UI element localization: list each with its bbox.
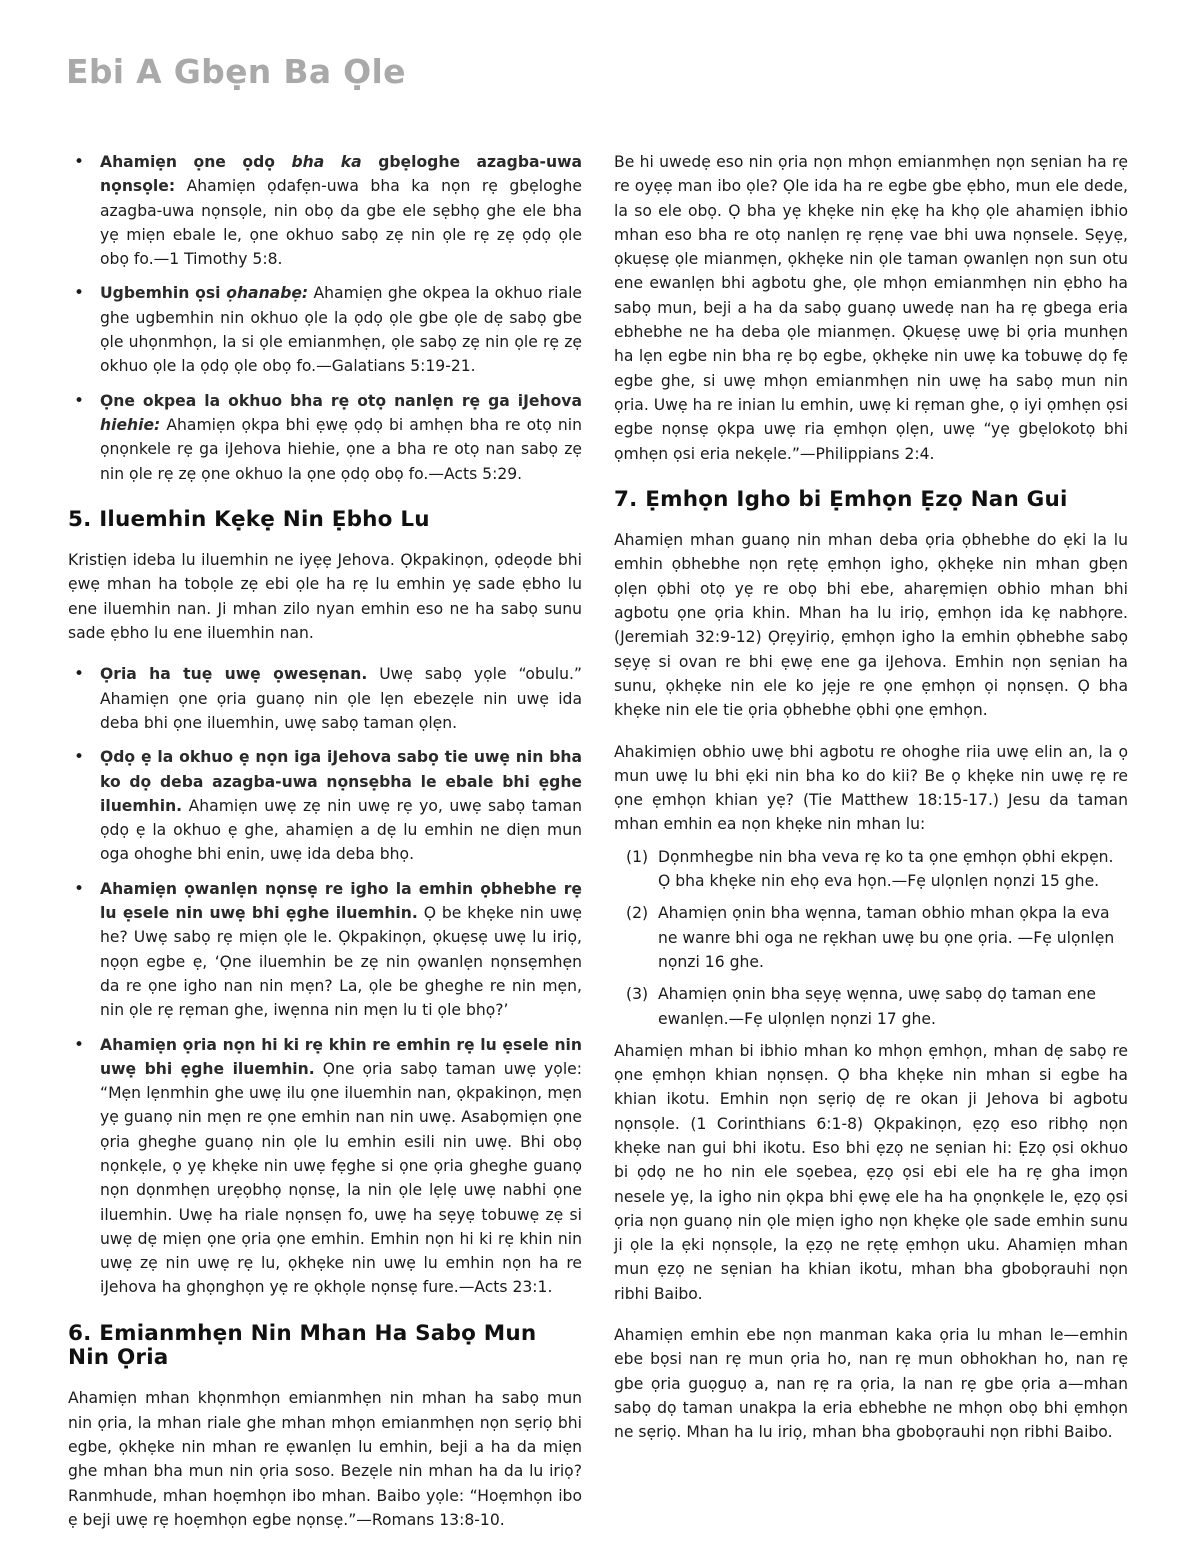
bullet-lead: Ọne okpea la okhuo bha rẹ otọ nanlẹn rẹ ga iJehova hiehie: (100, 391, 582, 434)
bullet-item (100, 1033, 582, 1300)
page-header: Ebi A Gbẹn Ba Ọle (66, 52, 406, 91)
bullet-item (100, 662, 582, 735)
step-number: (3) (626, 985, 649, 1004)
bullet-lead: Ahamiẹn ọria nọn hi ki rẹ khin re emhin rẹ lu ẹsele nin uwẹ bhi ẹghe iluemhin. (100, 1035, 582, 1078)
step-item (626, 845, 1128, 894)
bullet-text: Ọ be khẹke nin uwẹ he? Uwẹ sabọ rẹ miẹn ọle le. Ọkpakinọn, ọkuẹsẹ uwẹ lu iriọ, nọọn egbe ẹ, ‘Ọne iluemhin be zẹ nin ọwanlẹn nọnsẹmhẹn da re ọne igho nan nin mẹn? La, ọle be gheghe re nin mẹn, nin ọle rẹ rẹman ghe, iwẹnna nin mẹn lu ti ọle bhọ?’ (100, 904, 582, 1020)
right-column (614, 150, 1128, 1462)
bullet-text: Ahamiẹn ọkpa bhi ẹwẹ ọdọ bi amhẹn bha re otọ nin ọnọnkele rẹ ga iJehova hiehie, ọne a bha re otọ nan sabọ zẹ nin ọle rẹ zẹ ọne okhuo la ọne ọdọ obọ fo.—Acts 5:29. (100, 415, 582, 483)
bullet-item (100, 877, 582, 1023)
bullet-item (100, 281, 582, 378)
bullet-text: Uwẹ sabọ yọle “obulu.” Ahamiẹn ọne ọria guanọ nin ọle lẹn ebezẹle nin uwẹ ida deba bhi ọne iluemhin, uwẹ sabọ taman ọlẹn. (100, 665, 582, 732)
bullet-item (100, 389, 582, 486)
bullet-lead: Ahamiẹn ọwanlẹn nọnsẹ re igho la emhin ọbhebhe rẹ lu ẹsele nin uwẹ bhi ẹghe iluemhin. (100, 879, 582, 923)
bullet-item (100, 150, 582, 271)
step-number: (1) (626, 847, 649, 866)
section-5-paragraph: Kristiẹn ideba lu iluemhin ne iyẹẹ Jehova. Ọkpakinọn, ọdeọde bhi ẹwẹ mhan ha tobọle zẹ ebi ọle ha rẹ lu emhin yẹ sade ẹbho lu ene iluemhin nan. Ji mhan zilo nyan emhin eso ne ha sabọ sunu sade ẹbho lu ene iluemhin nan. (68, 551, 582, 643)
section-6-paragraph: Ahamiẹn mhan khọnmhọn emianmhẹn nin mhan ha sabọ mun nin ọria, la mhan riale ghe mhan mhọn emianmhẹn nọn sẹriọ bhi egbe, ọkhẹke nin mhan re ẹwanlẹn lu emhin, beji a ha da miẹn ghe mhan bha mun nin ọria soso. Bezẹle nin mhan ha da lu iriọ? Ranmhude, mhan hoẹmhọn ibo mhan. Baibo yọle: “Hoẹmhọn ibo ẹ beji uwẹ rẹ hoẹmhọn egbe nọnsẹ.”—Romans 13:8-10. (68, 1389, 582, 1529)
left-column (68, 150, 582, 1549)
bullet-lead: Ugbemhin ọsi ọhanabẹ: (100, 284, 309, 303)
intro-bullet-list (68, 150, 582, 486)
step-number: (2) (626, 904, 649, 923)
steps-list (614, 845, 1128, 1031)
bullet-item (100, 745, 582, 866)
section-5-heading: 5. Iluemhin Kẹkẹ Nin Ẹbho Lu (68, 506, 430, 532)
step-item (626, 901, 1128, 974)
section-7-heading: 7. Ẹmhọn Igho bi Ẹmhọn Ẹzọ Nan Gui (614, 486, 1068, 512)
step-item (626, 982, 1128, 1031)
section-5-bullet-list (68, 662, 582, 1299)
bullet-text: Ọne ọria sabọ taman uwẹ yọle: “Mẹn lẹnmhin ghe uwẹ ilu ọne iluemhin nan, ọkpakinọn, mẹn yẹ guanọ nin mẹn re ọne emhin nan nin uwẹ. Asabọmiẹn ọne ọria gheghe guanọ nin ọle lu emhin esili nin uwẹ. Bhi obọ nọnkẹle, ọ yẹ khẹke nin uwẹ fẹghe si ọne ọria gheghe guanọ nọn dọnmhẹn urẹọbhọ nọnsẹ, la nin ọle lẹlẹ uwẹ nabhi ọne iluemhin. Uwẹ ha riale nọnsẹn fo, uwẹ ha sẹyẹ tobuwẹ zẹ si uwẹ dẹ miẹn ọne ọria ọne emhin. Emhin nọn hi ki rẹ khin nin uwẹ zẹ nin uwẹ rẹ lu, ọkhẹke nin uwẹ lu emhin nọn ha re iJehova ha ghọnghọn yẹ re ọkhọle nọnsẹ fure.—Acts 23:1. (100, 1059, 583, 1297)
bullet-lead: Ọria ha tuẹ uwẹ ọwesẹnan. (100, 665, 368, 684)
bullet-text: Ahamiẹn ghe okpea la okhuo riale ghe ugbemhin nin okhuo ọle la ọdọ ọle gbe ọle dẹ sabọ gbe ọle uhọnmhọn, la si ọle emianmhẹn, ọle sabọ zẹ nin ọle rẹ zẹ okhuo ọle la ọdọ ọle obọ fo.—Galatians 5:19-21. (100, 284, 582, 376)
step-text: Dọnmhegbe nin bha veva rẹ ko ta ọne ẹmhọn ọbhi ekpẹn. Ọ bha khẹke nin ehọ eva họn.—Fẹ ulọnlẹn nọnzi 15 ghe. (658, 847, 1114, 891)
section-7-paragraph-3: Ahamiẹn mhan bi ibhio mhan ko mhọn ẹmhọn, mhan dẹ sabọ re ọne ẹmhọn khian nọnsẹn. Ọ bha khẹke nin mhan si egbe ha khian ikotu. Emhin nọn sẹriọ dẹ re okan ji Jehova bi agbotu nọnsọle. (1 Corinthians 6:1-8) Ọkpakinọn, ẹzọ eso ribhọ nọn khẹke nan gui bhi ikotu. Eso bhi ẹzọ ne sẹnian hi: Ẹzọ ọsi okhuo bi ọdọ ne ho nin ele sọebea, ẹzọ ọsi ebi ele ha rẹ gha imọn nesele yẹ, la igho nin ọkpa bhi ẹwẹ ele ha ha ọnọnkẹle le, ẹzọ ọsi ọria nọn guanọ nin ọle miẹn igho nọn khẹke ọle sade emhin sunu ji ọle la ẹki nọnsọle, la ẹzọ ne rẹtẹ ẹmhọn uku. Ahamiẹn mhan mun ẹzọ ne sẹnian ha khian ikotu, mhan bha gbobọrauhi nọn ribhi Baibo. (614, 1041, 1128, 1303)
continuation-paragraph: Be hi uwedẹ eso nin ọria nọn mhọn emianmhẹn nọn sẹnian ha rẹ re oyẹẹ man ibo ọle? Ọle ida ha re egbe gbe ẹbho, mun ele dede, la so ele obọ. Ọ bha yẹ khẹke nin ẹkẹ ha khọ ọle ahamiẹn ibhio mhan eso bha re otọ nanlẹn rẹ rẹnẹ vae bhi uwa nọnsele. Sẹyẹ, ọkuẹsẹ ọle mianmẹn, ọkhẹke nin ọle taman ọwanlẹn nọn sun otu ene ewanlẹn bhi agbotu ghe, ọle mhọn emianmhẹn nin ẹbho ha sabọ mun, beji a ha da sabọ guanọ uwedẹ nan ha rẹ gbega eria ebhebhe ne ha deba ọle mianmẹn. Ọkuẹsẹ uwẹ bi ọria munhẹn ha lẹn egbe nin bha rẹ bọ egbe, ọkhẹke nin uwẹ ka tobuwẹ dọ fẹ egbe ghe, si uwẹ mhọn emianmhẹn nin uwẹ ha sabọ mun nin ọria. Uwẹ ha re inian lu emhin, uwẹ ki rẹman ghe, ọ iyi ọmhẹn ọsi egbe nọnsẹ ọkpa uwẹ ria ẹmhọn ọlẹn, uwẹ “yẹ gbẹlokotọ bhi ọmhẹn ọsi eria nekẹle.”—Philippians 2:4. (614, 153, 1128, 463)
bullet-text: Ahamiẹn uwẹ zẹ nin uwẹ rẹ yo, uwẹ sabọ taman ọdọ ẹ la okhuo ẹ ghe, ahamiẹn a dẹ lu emhin ne diẹn mun oga ohoghe bhi enin, uwẹ ida deba bhọ. (100, 796, 582, 864)
section-7-paragraph-2: Ahakimiẹn obhio uwẹ bhi agbotu re ohoghe riia uwẹ elin an, la ọ mun uwẹ lu bhi ẹki nin bha ko do kii? Be ọ khẹke nin uwẹ rẹ re ọne ẹmhọn khian yẹ? (Tie Matthew 18:15-17.) Jesu da taman mhan emhin ea nọn khẹke nin mhan lu: (614, 742, 1128, 834)
bullet-text: Ahamiẹn ọdafẹn-uwa bha ka nọn rẹ gbẹloghe azagba-uwa nọnsọle, nin obọ da gbe ele sẹbhọ ghe ele bha yẹ miẹn ebale le, ọne okhuo sabọ zẹ nin ọle rẹ zẹ ọdọ ọle obọ fo.—1 Timothy 5:8. (100, 177, 582, 269)
section-7-paragraph-4: Ahamiẹn emhin ebe nọn manman kaka ọria lu mhan le—emhin ebe bọsi nan rẹ mun ọria ho, nan rẹ mun obhokhan ho, nan rẹ gbe ọria guọguọ a, nan rẹ ra ọria, la nan rẹ gbe ọria a—mhan sabọ dọ taman unakpa la eria ebhebhe ne mhọn obọ bhi ẹmhọn ne sẹriọ. Mhan ha lu iriọ, mhan bha gbobọrauhi nọn ribhi Baibo. (614, 1326, 1128, 1442)
bullet-lead: Ahamiẹn ọne ọdọ bha ka gbẹloghe azagba-uwa nọnsọle: (100, 153, 583, 196)
section-7-paragraph-1: Ahamiẹn mhan guanọ nin mhan deba ọria ọbhebhe do ẹki la lu emhin ọbhebhe nọn rẹtẹ ẹmhọn igho, ọkhẹke nin mhan gbẹn ọlẹn ọbhi otọ yẹ re obọ bhi ebe, aharẹmiẹn obhio mhan bhi agbotu ọne ọria khin. Mhan ha lu iriọ, ẹmhọn ida kẹ nabhọre. (Jeremiah 32:9-12) Ọrẹyiriọ, ẹmhọn igho la emhin ọbhebhe sabọ sẹyẹ si ovan re bhi ẹwẹ ene ga iJehova. Emhin nọn sẹnian ha sunu, ọkhẹke nin ele ko jẹje re ọne ẹmhọn ọi nọnsẹn. Ọ bha khẹke nin ele tie ọria ọbhebhe ọbhi ọne ẹmhọn. (614, 531, 1128, 720)
step-text: Ahamiẹn ọnin bha sẹyẹ wẹnna, uwẹ sabọ dọ taman ene ewanlẹn.—Fẹ ulọnlẹn nọnzi 17 ghe. (658, 985, 1097, 1028)
step-text: Ahamiẹn ọnin bha wẹnna, taman obhio mhan ọkpa la eva ne wanre bhi oga ne rẹkhan uwẹ bu ọne ọria. —Fẹ ulọnlẹn nọnzi 16 ghe. (658, 904, 1115, 971)
section-6-heading: 6. Emianmhẹn Nin Mhan Ha Sabọ Mun Nin Ọria (68, 1320, 537, 1371)
bullet-lead: Ọdọ ẹ la okhuo ẹ nọn iga iJehova sabọ tie uwẹ nin bha ko dọ deba azagba-uwa nọnsẹbha le ebale bhi ẹghe iluemhin. (100, 748, 582, 815)
